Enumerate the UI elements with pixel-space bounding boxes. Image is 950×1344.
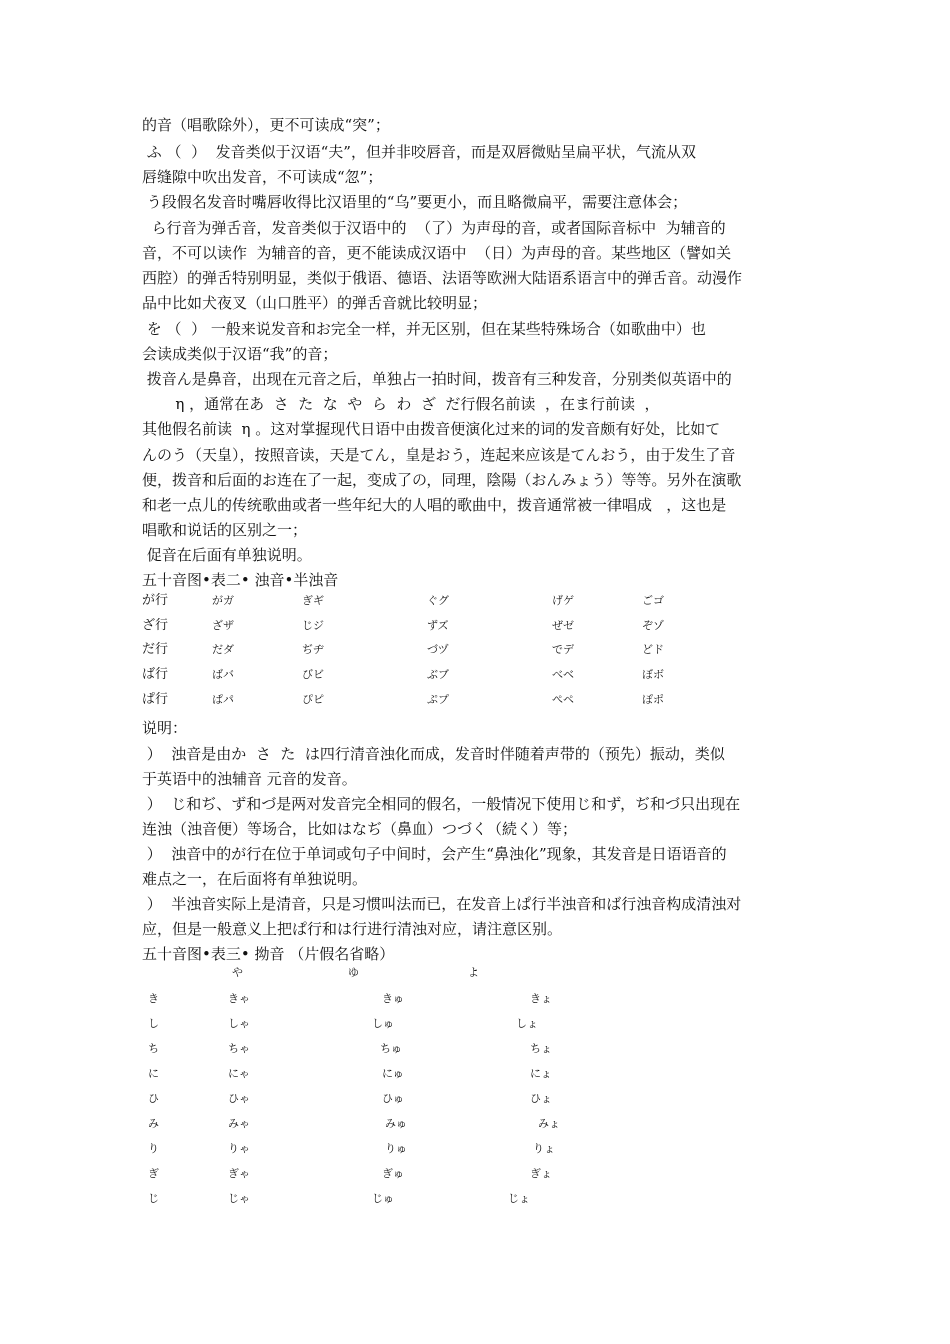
paragraph-line: 促音在后面有单独说明。 xyxy=(142,546,312,564)
section-heading: 五十音图•表三• 拗音 （片假名省略） xyxy=(142,945,395,963)
paragraph-line: ら行音为弹舌音，发音类似于汉语中的 （了）为声母的音，或者国际音标中 为辅音的 xyxy=(142,219,726,237)
paragraph-line: 和老一点儿的传统歌曲或者一些年纪大的人唱的歌曲中，拨音通常被一律唱成 ，这也是 xyxy=(142,496,727,514)
table-row-header: き xyxy=(148,992,159,1005)
table-cell: みゃ xyxy=(228,1117,250,1130)
paragraph-line: 西腔）的弹舌特别明显，类似于俄语、德语、法语等欧洲大陆语系语言中的弹舌音。动漫作 xyxy=(142,269,743,287)
table-cell: ざザ xyxy=(212,619,234,632)
table-cell: ちゃ xyxy=(228,1042,250,1055)
table-cell: ぎょ xyxy=(530,1167,552,1180)
paragraph-line: 会读成类似于汉语“我”的音； xyxy=(142,345,338,363)
table-cell: ずズ xyxy=(427,619,449,632)
table-cell: ぼボ xyxy=(642,668,664,681)
table-cell: りゃ xyxy=(228,1142,250,1155)
note-line: 连浊（浊音便）等场合，比如はなぢ（鼻血）つづく（続く）等； xyxy=(142,820,578,838)
table-cell: きゃ xyxy=(228,992,250,1005)
table-column-header: ゆ xyxy=(348,966,359,979)
table-cell: ぜゼ xyxy=(552,619,574,632)
table-cell: だダ xyxy=(212,643,234,656)
table-column-header: よ xyxy=(468,966,479,979)
table-row-header: じ xyxy=(148,1192,159,1205)
note-line: 于英语中的浊辅音 元音的发音。 xyxy=(142,770,357,788)
table-cell: づヅ xyxy=(427,643,449,656)
table-cell: しょ xyxy=(516,1017,538,1030)
table-cell: ばバ xyxy=(212,668,234,681)
table-cell: ぎゅ xyxy=(382,1167,404,1180)
table-cell: ひゅ xyxy=(382,1092,404,1105)
paragraph-line: η ，通常在あ さ た な や ら わ ざ だ行假名前读 ，在ま行前读 ， xyxy=(142,395,660,413)
table-cell: りゅ xyxy=(385,1142,407,1155)
table-column-header: や xyxy=(232,966,243,979)
table-cell: ちょ xyxy=(530,1042,552,1055)
table-row-header: が行 xyxy=(142,593,169,608)
table-row-header: ひ xyxy=(148,1092,159,1105)
section-heading: 五十音图•表二• 浊音•半浊音 xyxy=(142,571,339,589)
table-cell: ぢヂ xyxy=(302,643,324,656)
table-cell: ぽポ xyxy=(642,693,664,706)
paragraph-line: 品中比如犬夜叉（山口胜平）的弹舌音就比较明显； xyxy=(142,294,488,312)
table-cell: ぺペ xyxy=(552,693,574,706)
table-cell: ぷプ xyxy=(427,693,449,706)
table-row-header: だ行 xyxy=(142,642,169,657)
table-row-header: ば行 xyxy=(142,667,169,682)
table-row-header: ち xyxy=(148,1042,159,1055)
table-cell: ぐグ xyxy=(427,594,449,607)
table-cell: みょ xyxy=(538,1117,560,1130)
paragraph-line: 音，不可以读作 为辅音的音，更不能读成汉语中 （日）为声母的音。某些地区（譬如关 xyxy=(142,244,732,262)
table-row-header: み xyxy=(148,1117,159,1130)
table-cell: じょ xyxy=(508,1192,530,1205)
paragraph-line: ふ （ ） 发音类似于汉语“夫”，但并非咬唇音，而是双唇微贴呈扁平状，气流从双 xyxy=(142,143,696,161)
table-cell: ぎギ xyxy=(302,594,324,607)
paragraph-line: 的音（唱歌除外），更不可读成“突”； xyxy=(142,116,390,134)
table-cell: にゅ xyxy=(382,1067,404,1080)
table-cell: じゅ xyxy=(372,1192,394,1205)
paragraph-line: を （ ） 一般来说发音和お完全一样，并无区别，但在某些特殊场合（如歌曲中）也 xyxy=(142,320,706,338)
table-cell: ぱパ xyxy=(212,693,234,706)
note-line: 难点之一，在后面将有单独说明。 xyxy=(142,870,368,888)
table-cell: ぞゾ xyxy=(642,619,664,632)
paragraph-line: 拨音ん是鼻音，出现在元音之后，单独占一拍时间，拨音有三种发音，分别类似英语中的 xyxy=(142,370,732,388)
table-cell: げゲ xyxy=(552,594,574,607)
table-cell: ごゴ xyxy=(642,594,664,607)
table-cell: にゃ xyxy=(228,1067,250,1080)
note-line: ） じ和ぢ、ず和づ是两对发音完全相同的假名，一般情况下使用じ和ず，ぢ和づ只出现在 xyxy=(142,795,741,813)
table-cell: しゅ xyxy=(372,1017,394,1030)
paragraph-line: 其他假名前读 η 。这对掌握现代日语中由拨音便演化过来的词的发音颇有好处，比如て xyxy=(142,420,721,438)
paragraph-line: 唇缝隙中吹出发音，不可读成“忽”； xyxy=(142,168,383,186)
table-row-header: し xyxy=(148,1017,159,1030)
table-cell: ぴピ xyxy=(302,693,324,706)
table-row-header: ぱ行 xyxy=(142,692,169,707)
table-cell: しゃ xyxy=(228,1017,250,1030)
table-cell: びビ xyxy=(302,668,324,681)
table-cell: ぶブ xyxy=(427,668,449,681)
table-cell: きょ xyxy=(530,992,552,1005)
paragraph-line: う段假名发音时嘴唇收得比汉语里的“乌”要更小，而且略微扁平，需要注意体会； xyxy=(142,193,688,211)
table-row-header: ぎ xyxy=(148,1167,159,1180)
note-line: ） 浊音是由か さ た は四行清音浊化而成，发音时伴随着声带的（预先）振动，类似 xyxy=(142,745,725,763)
table-cell: どド xyxy=(642,643,664,656)
table-cell: じゃ xyxy=(228,1192,250,1205)
table-cell: ひょ xyxy=(530,1092,552,1105)
table-cell: ひゃ xyxy=(228,1092,250,1105)
paragraph-line: 唱歌和说话的区别之一； xyxy=(142,521,308,539)
table-cell: でデ xyxy=(552,643,574,656)
table-cell: きゅ xyxy=(382,992,404,1005)
note-line: ） 浊音中的が行在位于单词或句子中间时，会产生“鼻浊化”现象，其发音是日语语音的 xyxy=(142,845,727,863)
table-row-header: に xyxy=(148,1067,159,1080)
note-line: ） 半浊音实际上是清音，只是习惯叫法而已，在发音上ぱ行半浊音和ば行浊音构成清浊对 xyxy=(142,895,742,913)
table-cell: ぎゃ xyxy=(228,1167,250,1180)
paragraph-line: 便，拨音和后面的お连在了一起，变成了の，同理，陰陽（おんみょう）等等。另外在演歌 xyxy=(142,471,742,489)
table-cell: にょ xyxy=(530,1067,552,1080)
notes-heading: 说明： xyxy=(142,719,188,737)
table-cell: がガ xyxy=(212,594,234,607)
table-cell: べベ xyxy=(552,668,574,681)
table-cell: りょ xyxy=(533,1142,555,1155)
paragraph-line: んのう（天皇），按照音读，天是てん，皇是おう，连起来应该是てんおう，由于发生了音 xyxy=(142,446,736,464)
note-line: 应，但是一般意义上把ぱ行和は行进行清浊对应，请注意区别。 xyxy=(142,920,563,938)
table-cell: ちゅ xyxy=(380,1042,402,1055)
table-cell: みゅ xyxy=(385,1117,407,1130)
table-cell: じジ xyxy=(302,619,324,632)
table-row-header: ざ行 xyxy=(142,618,169,633)
table-row-header: り xyxy=(148,1142,159,1155)
